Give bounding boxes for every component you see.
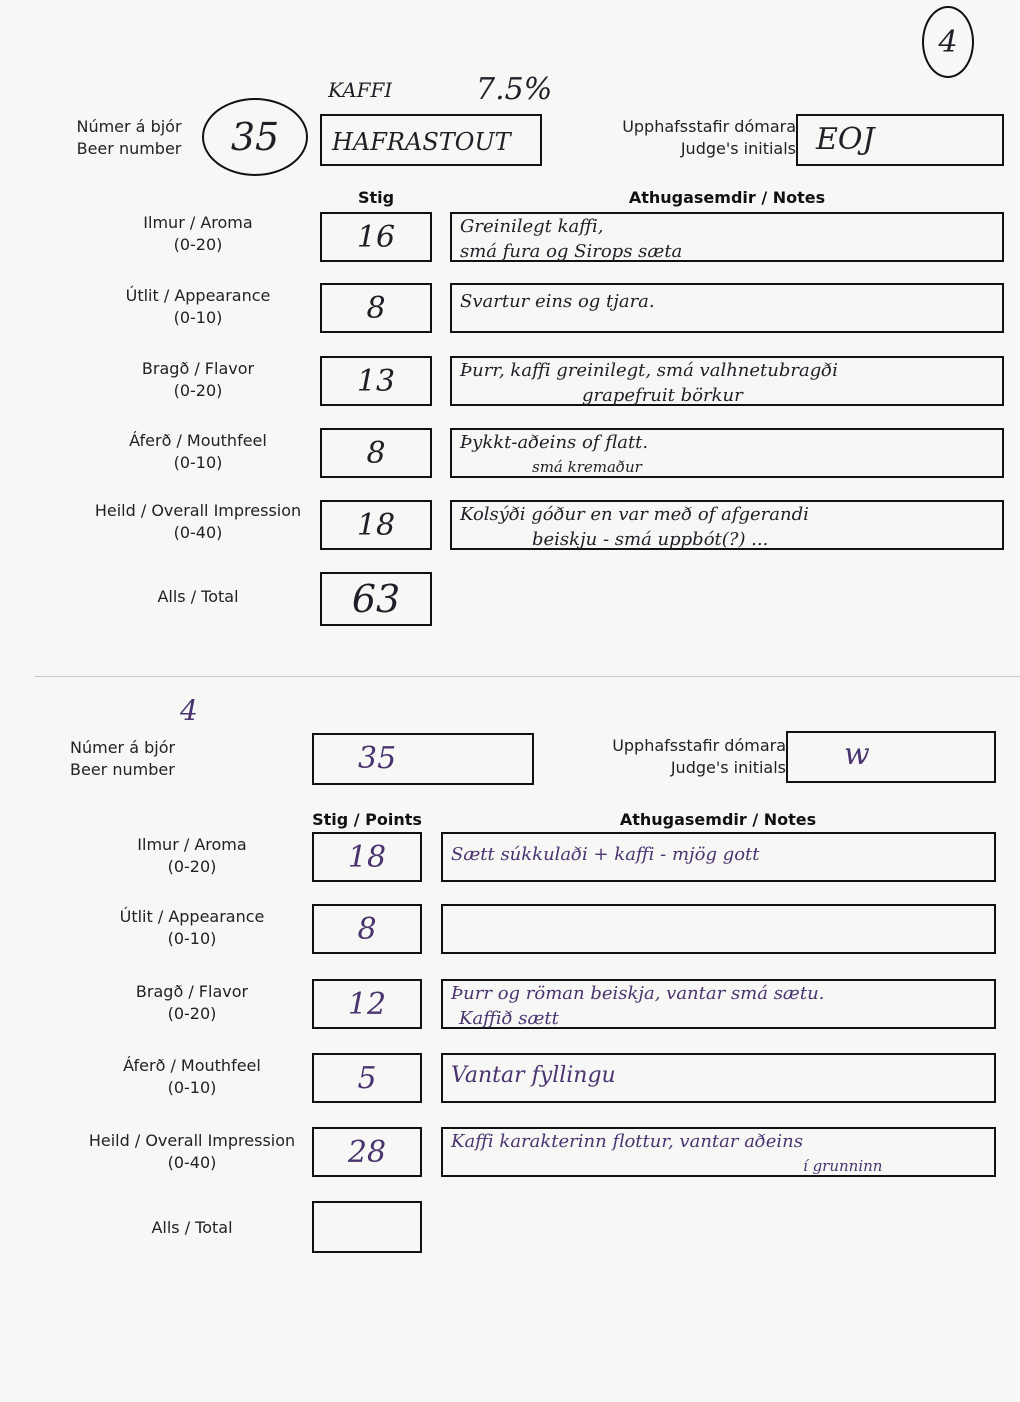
- criterion-label: [94, 1055, 290, 1099]
- page-number: 4: [938, 24, 958, 60]
- note-line-2: grapefruit börkur: [582, 385, 743, 406]
- note-line-1: Þurr og röman beiskja, vantar smá sætu.: [451, 983, 825, 1004]
- note-line-1: Þurr, kaffi greinilegt, smá valhnetubragði: [460, 360, 838, 381]
- notes-box[interactable]: [441, 904, 996, 954]
- criterion-name: Heild / Overall Impression: [94, 501, 302, 520]
- total-label: Alls / Total: [151, 1218, 233, 1237]
- beer-number-box[interactable]: [312, 733, 534, 785]
- judge-initials-label: [590, 735, 786, 779]
- notes-box[interactable]: [450, 212, 1004, 262]
- abv-note: 7.5%: [476, 72, 553, 107]
- criterion-name: Heild / Overall Impression: [88, 1131, 296, 1150]
- criterion-range: (0-40): [173, 523, 223, 542]
- criterion-label: [80, 1130, 304, 1174]
- points-column-header: Stig: [357, 188, 395, 207]
- note-line-2: [443, 910, 994, 914]
- criterion-range: (0-10): [173, 308, 223, 327]
- criterion-range: (0-20): [173, 235, 223, 254]
- judge-label-en: Judge's initials: [680, 139, 796, 158]
- score-box[interactable]: 8: [320, 283, 432, 333]
- criterion-range: (0-10): [167, 1078, 217, 1097]
- note-line-1: Sætt súkkulaði + kaffi - mjög gott: [451, 844, 760, 865]
- judge-initials-box[interactable]: [796, 114, 1004, 166]
- score-box[interactable]: 8: [312, 904, 422, 954]
- notes-column-header: Athugasemdir / Notes: [619, 810, 817, 829]
- judge-label-en: Judge's initials: [670, 758, 786, 777]
- judge-initials-value: w: [844, 737, 870, 772]
- note-line-2: beiskju - smá uppbót(?) ...: [532, 529, 769, 550]
- notes-box[interactable]: [441, 832, 996, 882]
- notes-column-header: Athugasemdir / Notes: [628, 188, 826, 207]
- beer-number-label: [60, 116, 198, 160]
- beer-number-label: [70, 737, 230, 781]
- judge-initials-label: [600, 116, 796, 160]
- criterion-name: Áferð / Mouthfeel: [129, 431, 267, 450]
- beer-name-value: HAFRASTOUT: [332, 128, 511, 156]
- total-label: Alls / Total: [157, 587, 239, 606]
- notes-box[interactable]: [441, 1127, 996, 1177]
- score-box[interactable]: 18: [312, 832, 422, 882]
- page-number-circle: [922, 6, 974, 78]
- criterion-name: Áferð / Mouthfeel: [123, 1056, 261, 1075]
- judge-initials-value: EOJ: [816, 122, 875, 157]
- notes-box[interactable]: [441, 1053, 996, 1103]
- note-line-1: Kaffi karakterinn flottur, vantar aðeins: [451, 1131, 804, 1152]
- criterion-range: (0-10): [173, 453, 223, 472]
- note-line-2: [443, 1088, 994, 1092]
- criterion-name: Bragð / Flavor: [135, 982, 249, 1001]
- note-line-1: Svartur eins og tjara.: [460, 291, 655, 312]
- criterion-label: [94, 906, 290, 950]
- beer-name-box[interactable]: [320, 114, 542, 166]
- criterion-range: (0-20): [167, 857, 217, 876]
- sheet-number-note: 4: [180, 694, 198, 727]
- notes-box[interactable]: [450, 283, 1004, 333]
- criterion-name: Ilmur / Aroma: [143, 213, 253, 232]
- criterion-label: [100, 212, 296, 256]
- notes-box[interactable]: [450, 356, 1004, 406]
- judge-label-is: Upphafsstafir dómara: [622, 117, 796, 136]
- criterion-range: (0-40): [167, 1153, 217, 1172]
- beer-number-label-en: Beer number: [70, 760, 175, 779]
- score-box[interactable]: 28: [312, 1127, 422, 1177]
- note-line-1: Kolsýði góður en var með of afgerandi: [460, 504, 809, 525]
- criterion-label: [100, 430, 296, 474]
- beer-number-label-en: Beer number: [76, 139, 182, 158]
- judge-label-is: Upphafsstafir dómara: [612, 736, 786, 755]
- note-line-1: Vantar fyllingu: [451, 1063, 616, 1088]
- criterion-name: Útlit / Appearance: [125, 286, 271, 305]
- criterion-label: [100, 285, 296, 329]
- note-line-1: Þykkt-aðeins of flatt.: [460, 432, 649, 453]
- criterion-label: [86, 500, 310, 544]
- note-line-2: [443, 867, 994, 871]
- score-box[interactable]: 16: [320, 212, 432, 262]
- beer-number-value: 35: [230, 115, 280, 159]
- score-box[interactable]: 13: [320, 356, 432, 406]
- judge-initials-box[interactable]: [786, 731, 996, 783]
- beer-number-label-is: Númer á bjór: [70, 738, 176, 757]
- score-box[interactable]: 8: [320, 428, 432, 478]
- notes-box[interactable]: [450, 428, 1004, 478]
- note-line-1: Greinilegt kaffi,: [460, 216, 604, 237]
- score-box[interactable]: 12: [312, 979, 422, 1029]
- score-box[interactable]: 18: [320, 500, 432, 550]
- total-box[interactable]: 63: [320, 572, 432, 626]
- criterion-name: Bragð / Flavor: [141, 359, 255, 378]
- beer-style-note: KAFFI: [328, 78, 393, 102]
- note-line-2: í grunninn: [803, 1157, 883, 1175]
- criterion-label: [94, 834, 290, 878]
- beer-number-label-is: Númer á bjór: [76, 117, 182, 136]
- score-box[interactable]: 5: [312, 1053, 422, 1103]
- beer-number-value: 35: [358, 741, 397, 776]
- notes-box[interactable]: [441, 979, 996, 1029]
- note-line-2: smá kremaður: [532, 458, 642, 476]
- criterion-label: [94, 981, 290, 1025]
- criterion-range: (0-10): [167, 929, 217, 948]
- note-line-2: Kaffið sætt: [459, 1008, 559, 1029]
- beer-number-circle: [202, 98, 308, 176]
- criterion-name: Ilmur / Aroma: [137, 835, 247, 854]
- page-fold-line: [35, 676, 1020, 677]
- criterion-label: [100, 358, 296, 402]
- points-column-header: Stig / Points: [312, 810, 422, 829]
- criterion-range: (0-20): [167, 1004, 217, 1023]
- criterion-name: Útlit / Appearance: [119, 907, 265, 926]
- total-box[interactable]: [312, 1201, 422, 1253]
- notes-box[interactable]: [450, 500, 1004, 550]
- note-line-2: [452, 314, 1002, 318]
- criterion-range: (0-20): [173, 381, 223, 400]
- note-line-2: smá fura og Sirops sæta: [460, 241, 683, 262]
